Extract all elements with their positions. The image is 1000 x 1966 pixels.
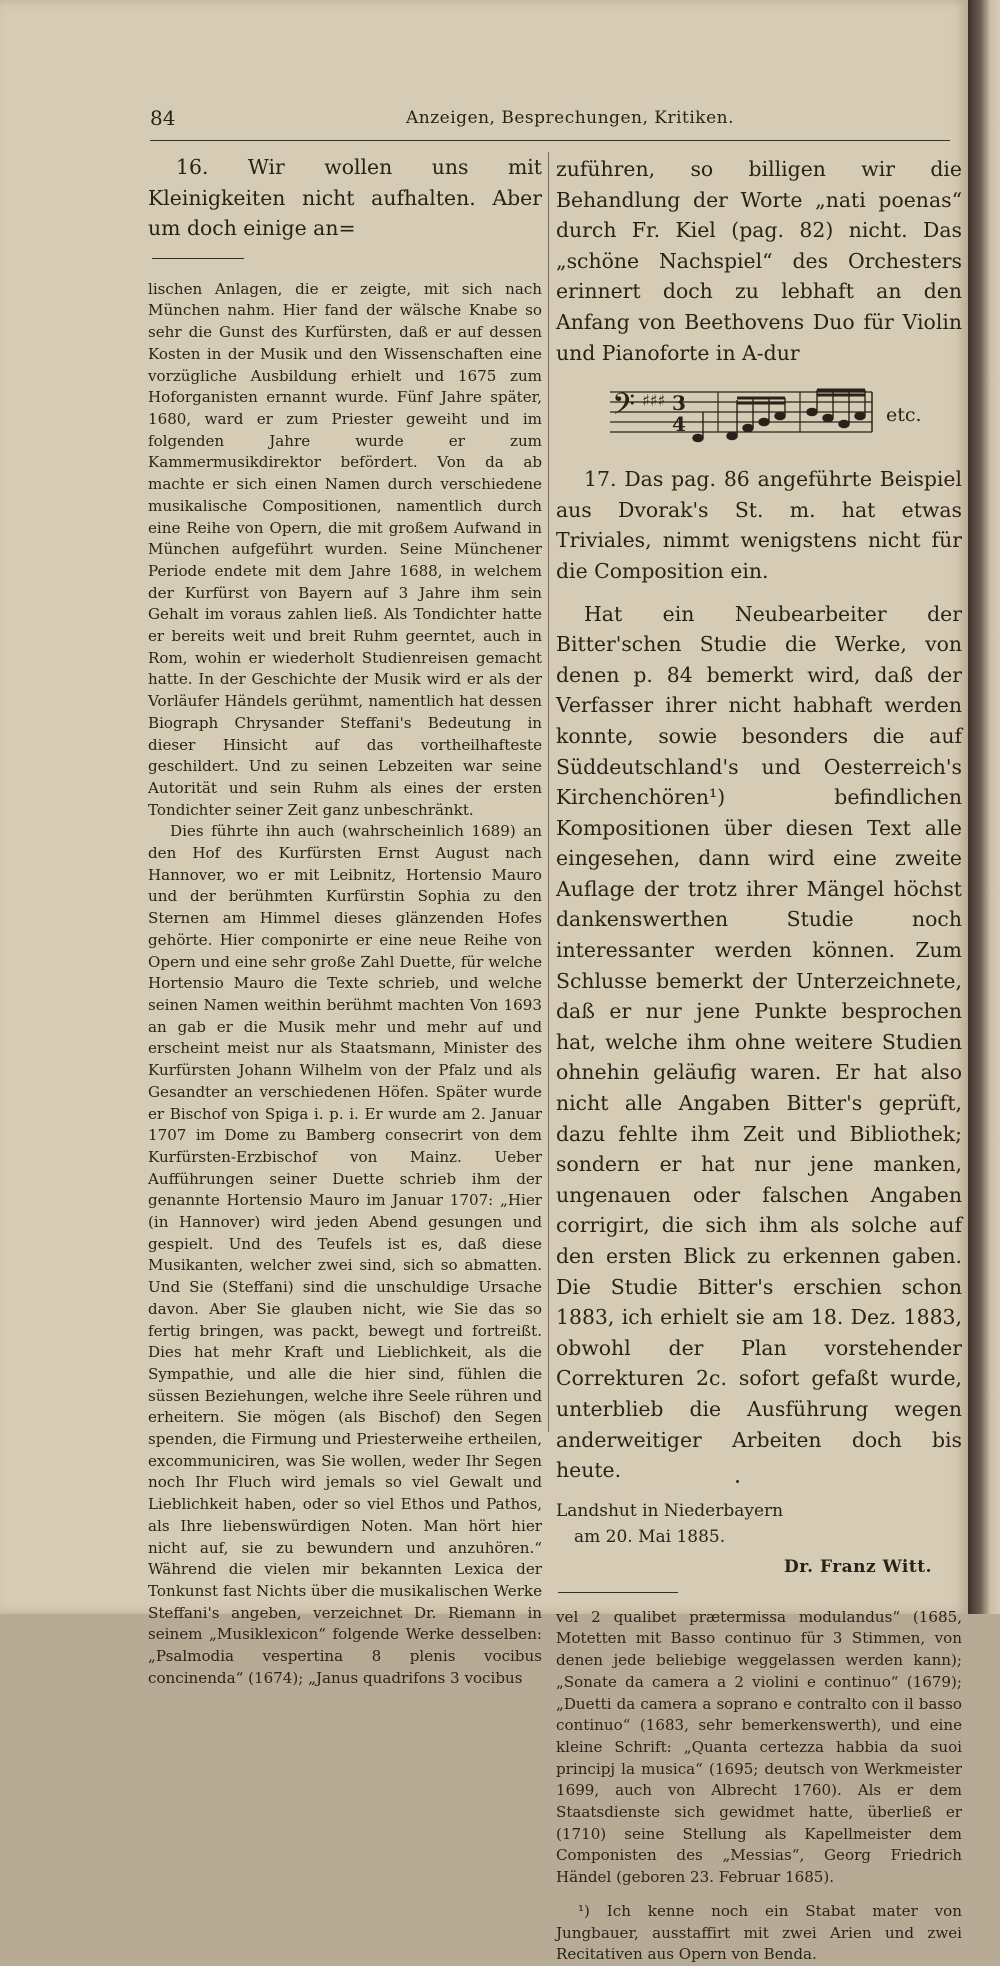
footnote-text-continued: Dies führte ihn auch (wahrscheinlich 1689) an den Hof des Kurfürsten Ernst August nach Hannover, wo er mit Leibnitz, Hortensio Mauro und der berühmten Kurfürstin Sophia zu den Sternen am Himmel dieses glänzenden Hofes gehörte. Hier componirte er eine neue Reihe von Opern und eine sehr große Zahl Duette, für welche Hortensio Mauro die Texte schrieb, und welche seinen Namen weithin berühmt machten Von 1693 an gab er die Musik mehr und mehr auf und erscheint meist nur als Staatsmann, Minister des Kurfürsten Johann Wilhelm von der Pfalz und als Gesandter an verschiedenen Höfen. Später wurde er Bischof von Spiga i. p. i. Er wurde am 2. Januar 1707 im Dome zu Bamberg consecrirt von dem Kurfürsten-Erzbischof von Mainz. Ueber Aufführungen seiner Duette schrieb ihm der genannte Hortensio Mauro im Januar 1707: „Hier (in Hannover) wird jeden Abend gesungen und gespielt. Und des Teufels ist es, daß diese Musikanten, welcher zwei sind, sich so abmatten. Und Sie (Steffani) sind die unschuldige Ursache davon. Aber Sie glauben nicht, wie Sie das so fertig bringen, was packt, bewegt und fortreißt. Dies hat mehr Kraft und Lieblichkeit, als die Sympathie, und alle die hier sind, fühlen die süssen Beziehungen, welche ihre Seele rühren und erheitern. Sie mögen (als Bischof) den Segen spenden, die Firmung und Priesterweihe ertheilen, excommuniciren, was Sie wollen, weder Ihr Segen noch Ihr Fluch wird jemals so viel Gewalt und Lieblichkeit haben, oder so viel Ethos und Pathos, als Ihre liebenswürdigen Noten. Man hört hier nicht auf, sie zu bewundern und anzuhören.“ Während die vielen mir bekannten Lexica der Tonkunst fast Nichts über die musikalischen Werke Steffani's angeben, verzeichnet Dr. Riemann in seinem „Musiklexicon“ folgende Werke desselben: „Psalmodia vespertina 8 plenis vocibus concinenda“ (1674); „Janus quadrifons 3 vocibus [148,822,542,1687]
footnote-text: lischen Anlagen, die er zeigte, mit sich nach München nahm. Hier fand der wälsche Knabe so sehr die Gunst des Kurfürsten, daß er auf dessen Kosten in der Musik und den Wissenschaften eine vorzügliche Ausbildung erhielt und 1675 zum Hoforganisten ernannt wurde. Fünf Jahre später, 1680, ward er zum Priester geweiht und im folgenden Jahre wurde er zum Kammermusikdirektor befördert. Von da ab machte er sich einen Namen durch verschiedene musikalische Compositionen, namentlich durch eine Reihe von Opern, die mit großem Aufwand in München aufgeführt wurden. Seine Münchener Periode endete mit dem Jahre 1688, in welchem der Kurfürst von Bayern auf 3 Jahre ihm sein Gehalt im voraus zahlen ließ. Als Tondichter hatte er bereits weit und breit Ruhm geerntet, auch in Rom, wohin er wiederholt Studienreisen gemacht hatte. In der Geschichte der Musik wird er als der Vorläufer Händels gerühmt, namentlich hat dessen Biograph Chrysander Steffani's Bedeutung in dieser Hinsicht auf das vortheilhafteste geschildert. Und zu seinen Lebzeiten war seine Autorität und sein Ruhm als eines der ersten Tondichter seiner Zeit ganz unbeschränkt. [148,279,542,819]
ink-dot [736,1480,739,1483]
paragraph-17: 17. Das pag. 86 angeführte Beispiel aus Dvorak's St. m. hat etwas Triviales, nimmt wenigstens nicht für die Composition ein. [556,467,962,583]
book-edge [968,0,1000,1614]
paragraph-16-continued: zuführen, so billigen wir die Behandlung der Worte „nati poenas“ durch Fr. Kiel (pag. 82) nicht. Das „schöne Nachspiel“ des Orchesters erinnert doch zu lebhaft an den Anfang von Beethovens Duo für Violin und Pianoforte in A-dur [556,157,962,365]
footnote-1: ¹) Ich kenne noch ein Stabat mater von Jungbauer, ausstaffirt mit zwei Arien und zwei Recitativen aus Opern von Benda. [556,1901,962,1964]
date-line: am 20. Mai 1885. [574,1526,726,1547]
running-title: Anzeigen, Besprechungen, Kritiken. [405,108,735,128]
place-line: Landshut in Niederbayern [556,1500,784,1521]
music-example [556,372,962,462]
footnote-divider-right [558,1592,678,1593]
column-divider [548,152,549,1432]
footnote-divider [152,258,244,259]
page-number: 84 [150,106,176,130]
right-column [556,154,962,1966]
paragraph-16: 16. Wir wollen uns mit Kleinigkeiten nicht aufhalten. Aber um doch einige an= [148,155,542,241]
closing-paragraph: Hat ein Neubearbeiter der Bitter'schen Studie die Werke, von denen p. 84 bemerkt wird, daß der Verfasser ihrer nicht habhaft werden konnte, sowie besonders die auf Süddeutschland's und Oesterreich's Kirchenchören¹) befindlichen Kompositionen über diesen Text alle eingesehen, dann wird eine zweite Auflage der trotz ihrer Mängel höchst dankenswerthen Studie noch interessanter werden können. Zum Schlusse bemerkt der Unterzeichnete, daß er nur jene Punkte besprochen hat, welche ihm ohne weitere Studien ohnehin geläufig waren. Er hat also nicht alle Angaben Bitter's geprüft, dazu fehlte ihm Zeit und Bibliothek; sondern er hat nur jene manken, ungenauen oder falschen Angaben corrigirt, die sich ihm als solche auf den ersten Blick zu erkennen gaben. Die Studie Bitter's erschien schon 1883, ich erhielt sie am 18. Dez. 1883, obwohl der Plan vorstehender Correkturen 2c. sofort gefaßt wurde, unterblieb die Ausführung wegen anderweitiger Arbeiten doch bis heute. [556,601,962,1483]
footnote-continuation: vel 2 qualibet prætermissa modulandus“ (1685, Motetten mit Basso continuo für 3 Stimmen, von denen jede beliebige weggelassen werden kann); „Sonate da camera a 2 violini e continuo“ (1679); „Duetti da camera a soprano e contralto con il basso continuo“ (1683, sehr bemerkenswerth), und eine kleine Schrift: „Quanta certezza habbia da suoi principj la musica“ (1695; deutsch von Werkmeister 1699, auch von Albrecht 1760). Als er dem Staatsdienste sich gewidmet hatte, überließ er (1710) seine Stellung als Kapellmeister dem Componisten des „Messias“, Georg Friedrich Händel (geboren 23. Februar 1685). [556,1607,962,1887]
music-staff-icon [610,376,880,456]
author-signature: Dr. Franz Witt. [783,1556,932,1577]
svg-text:𝄢: 𝄢 [612,388,636,430]
svg-text:4: 4 [672,412,686,437]
left-column [148,152,542,1689]
etc-label: etc. [886,404,922,427]
page-header [150,106,950,141]
svg-text:♯♯♯: ♯♯♯ [642,391,666,411]
svg-text:3: 3 [672,391,686,416]
